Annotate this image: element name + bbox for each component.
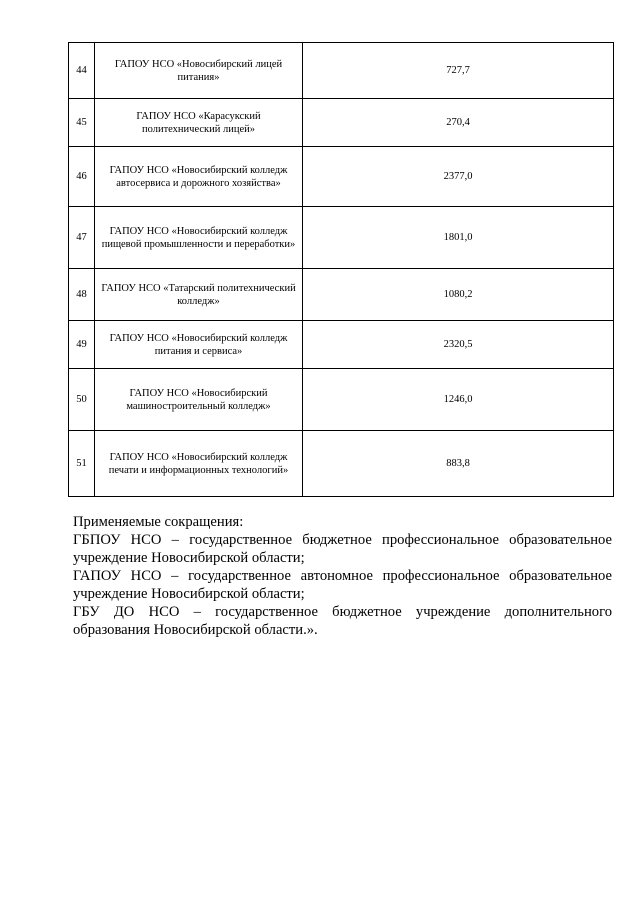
table-row [69,321,614,369]
abbreviation-item: ГАПОУ НСО – государственное автономное профессиональное образовательное учреждение Новосибирской области; [73,568,612,602]
institution-name: ГАПОУ НСО «Новосибирский колледж пищевой промышленности и переработки» [95,207,303,269]
row-number: 47 [69,207,95,269]
table-row [69,369,614,431]
row-number: 51 [69,431,95,497]
table-row [69,207,614,269]
abbreviation-item: ГБУ ДО НСО – государственное бюджетное учреждение дополнительного образования Новосибирской области.». [73,604,612,638]
institution-name: ГАПОУ НСО «Новосибирский колледж питания и сервиса» [95,321,303,369]
amount-value: 1801,0 [303,207,614,269]
abbreviations-section [73,513,612,639]
institution-name: ГАПОУ НСО «Карасукский политехнический лицей» [95,99,303,147]
table-row [69,99,614,147]
amount-value: 883,8 [303,431,614,497]
institution-name: ГАПОУ НСО «Новосибирский машиностроительный колледж» [95,369,303,431]
amount-value: 727,7 [303,43,614,99]
amount-value: 1080,2 [303,269,614,321]
institution-name: ГАПОУ НСО «Новосибирский колледж печати и информационных технологий» [95,431,303,497]
institution-name: ГАПОУ НСО «Новосибирский лицей питания» [95,43,303,99]
row-number: 46 [69,147,95,207]
amount-value: 2377,0 [303,147,614,207]
row-number: 50 [69,369,95,431]
funding-table [68,42,614,497]
table-row [69,431,614,497]
abbreviations-heading: Применяемые сокращения: [73,514,244,530]
row-number: 49 [69,321,95,369]
table-row [69,147,614,207]
row-number: 45 [69,99,95,147]
row-number: 48 [69,269,95,321]
table-row [69,43,614,99]
amount-value: 270,4 [303,99,614,147]
abbreviation-item: ГБПОУ НСО – государственное бюджетное профессиональное образовательное учреждение Новосибирской области; [73,532,612,566]
table-row [69,269,614,321]
row-number: 44 [69,43,95,99]
institution-name: ГАПОУ НСО «Татарский политехнический колледж» [95,269,303,321]
institution-name: ГАПОУ НСО «Новосибирский колледж автосервиса и дорожного хозяйства» [95,147,303,207]
amount-value: 2320,5 [303,321,614,369]
amount-value: 1246,0 [303,369,614,431]
